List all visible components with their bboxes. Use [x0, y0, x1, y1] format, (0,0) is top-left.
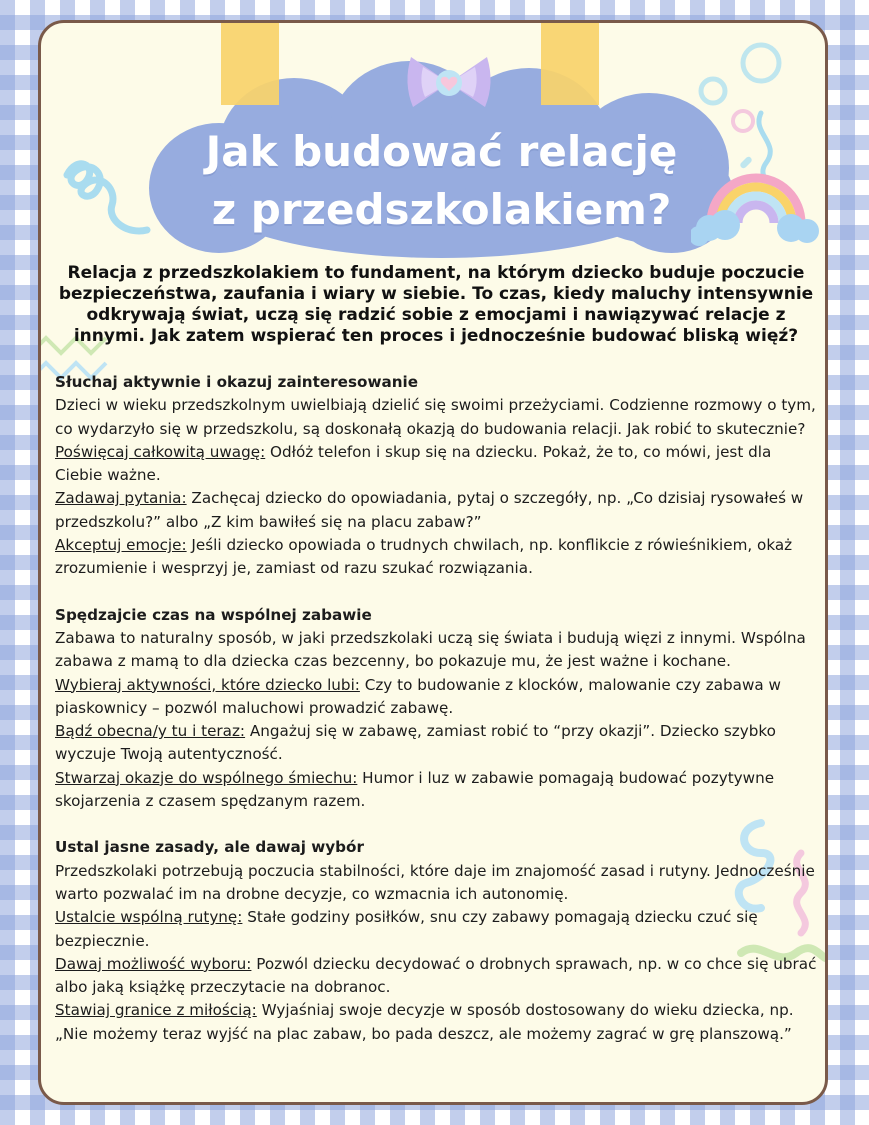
- section-rules: [55, 836, 823, 1046]
- tip-label: Stwarzaj okazje do wspólnego śmiechu:: [55, 768, 358, 787]
- article-body: [55, 371, 823, 1069]
- tip-item: [55, 906, 823, 953]
- tip-label: Poświęcaj całkowitą uwagę:: [55, 442, 266, 461]
- swirl-icon: [57, 135, 157, 245]
- section-text: Zabawa to naturalny sposób, w jaki przedszkolaki uczą się świata i budują więzi z innymi. Wspólna zabawa z mamą to dla dziecka czas bezcenny, bo pokazuje mu, że jest ważne i kochane.: [55, 628, 806, 671]
- tip-item: [55, 534, 823, 581]
- intro-text: Relacja z przedszkolakiem to fundament, na którym dziecko buduje poczucie bezpieczeństwa, zaufania i wiary w siebie. To czas, kiedy maluchy intensywnie odkrywają świat, uczą się radzić sobie z emocjami i nawiązywać relacje z innymi. Jak zatem wspierać ten proces i jednocześnie budować bliską więź?: [58, 263, 814, 346]
- tip-item: [55, 674, 823, 721]
- tip-text: Czy to budowanie z klocków, malowanie czy zabawa w piaskownicy – pozwól maluchowi prowadzić zabawę.: [55, 675, 781, 717]
- tip-text: Pozwól dziecku decydować o drobnych sprawach, np. w co chce się ubrać albo jaką książkę przeczytacie na dobranoc.: [55, 954, 817, 997]
- tip-label: Bądź obecna/y tu i teraz:: [55, 722, 246, 741]
- tip-label: Ustalcie wspólną rutynę:: [55, 908, 243, 927]
- rainbow-icon: [691, 103, 821, 253]
- content-card: [38, 20, 828, 1105]
- tip-text: Zachęcaj dziecko do opowiadania, pytaj o szczegóły, np. „Co dzisiaj rysowałeś w przedszkolu?” albo „Z kim bawiłeś się na placu zabaw?”: [55, 489, 804, 531]
- tip-label: Dawaj możliwość wyboru:: [55, 954, 252, 973]
- tape-right: [541, 20, 599, 105]
- title-line-2: z przedszkolakiem?: [211, 185, 672, 234]
- tip-text: Odłóż telefon i skup się na dziecku. Pokaż, że to, co mówi, jest dla Ciebie ważne.: [55, 442, 772, 485]
- tip-text: Wyjaśniaj swoje decyzje w sposób dostosowany do wieku dziecka, np. „Nie możemy teraz wyjść na plac zabaw, bo pada deszcz, ale możemy zagrać w grę planszową.”: [55, 1001, 794, 1043]
- tip-item: [55, 441, 823, 488]
- tip-item: [55, 720, 823, 767]
- tip-label: Wybieraj aktywności, które dziecko lubi:: [55, 675, 360, 694]
- tip-text: Jeśli dziecko opowiada o trudnych chwilach, np. konflikcie z rówieśnikiem, okaż zrozumienie i wesprzyj je, zamiast od razu szukać rozwiązania.: [55, 536, 793, 578]
- section-heading: Ustal jasne zasady, ale dawaj wybór: [55, 838, 364, 857]
- section-text: Przedszkolaki potrzebują poczucia stabilności, które daje im znajomość zasad i rutyny. Jednocześnie warto pozwalać im na drobne decyzje, co wzmacnia ich autonomię.: [55, 861, 815, 903]
- tip-label: Zadawaj pytania:: [55, 489, 187, 508]
- tip-item: [55, 953, 823, 1000]
- title-line-1: Jak budować relację: [205, 127, 678, 176]
- page-title: [149, 123, 734, 239]
- section-play: [55, 604, 823, 814]
- tape-left: [221, 20, 279, 105]
- tip-text: Angażuj się w zabawę, zamiast robić to “przy okazji”. Dziecko szybko wyczuje Twoją autentyczność.: [55, 722, 776, 764]
- bow-icon: [401, 53, 497, 111]
- tip-item: [55, 999, 823, 1046]
- tip-item: [55, 487, 823, 534]
- tip-text: Stałe godziny posiłków, snu czy zabawy pomagają dziecku czuć się bezpiecznie.: [55, 908, 758, 950]
- section-text: Dzieci w wieku przedszkolnym uwielbiają dzielić się swoimi przeżyciami. Codzienne rozmowy o tym, co wydarzyło się w przedszkolu, są doskonałą okazją do budowania relacji. Jak robić to skutecznie?: [55, 396, 816, 438]
- section-listening: [55, 371, 823, 581]
- section-heading: Słuchaj aktywnie i okazuj zainteresowanie: [55, 373, 419, 391]
- tip-label: Stawiaj granice z miłością:: [55, 1001, 257, 1020]
- tip-label: Akceptuj emocje:: [55, 536, 187, 555]
- tip-text: Humor i luz w zabawie pomagają budować pozytywne skojarzenia z czasem spędzanym razem.: [55, 768, 775, 811]
- tip-item: [55, 767, 823, 814]
- section-heading: Spędzajcie czas na wspólnej zabawie: [55, 605, 372, 624]
